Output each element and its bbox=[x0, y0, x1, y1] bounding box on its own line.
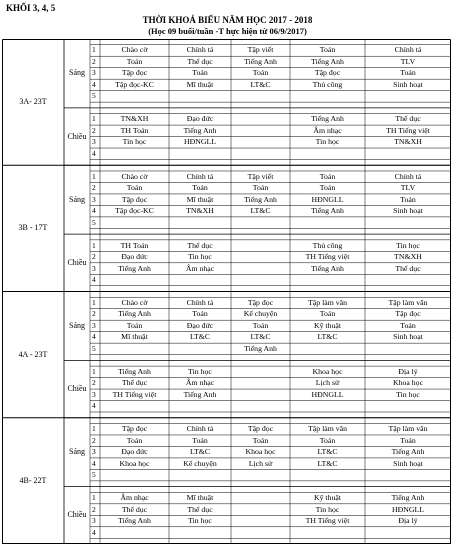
lesson-cell: Tin học bbox=[188, 366, 212, 376]
lesson-cell: Tiếng Anh bbox=[244, 56, 277, 66]
lesson-cell: LT&C bbox=[189, 447, 211, 457]
lesson-cell: Tập đọc bbox=[247, 297, 274, 307]
lesson-cell: Thể dục bbox=[121, 504, 148, 514]
session-label: Sáng bbox=[69, 194, 85, 204]
lesson-cell: Mĩ thuật bbox=[186, 493, 214, 503]
lesson-cell: Thủ công bbox=[312, 79, 343, 89]
lesson-cell: HĐNGLL bbox=[311, 389, 344, 399]
lesson-cell: Tập đọc bbox=[314, 68, 341, 78]
lesson-cell: Kỹ thuật bbox=[313, 320, 342, 330]
lesson-cell: Tiếng Anh bbox=[183, 389, 217, 399]
period-number: 4 bbox=[92, 79, 96, 89]
lesson-cell: Tiếng Anh bbox=[311, 263, 344, 273]
period-number: 3 bbox=[92, 447, 96, 457]
lesson-cell: TLV bbox=[400, 183, 416, 193]
lesson-cell: Địa lý bbox=[398, 516, 418, 526]
lesson-cell: Toán bbox=[252, 435, 269, 445]
lesson-cell: Chào cờ bbox=[121, 45, 148, 55]
session-label: Chiều bbox=[67, 384, 87, 394]
lesson-cell: Tập viết bbox=[247, 45, 274, 55]
period-number: 2 bbox=[92, 56, 96, 66]
period-number: 4 bbox=[92, 458, 96, 468]
lesson-cell: TH Toán bbox=[120, 240, 149, 250]
period-number: 4 bbox=[92, 148, 96, 158]
lesson-cell: Chính tả bbox=[186, 45, 214, 55]
lesson-cell: Toán bbox=[400, 320, 416, 330]
lesson-cell: Tập viết bbox=[247, 171, 274, 181]
lesson-cell: Mĩ thuật bbox=[186, 194, 214, 204]
lesson-cell: Kể chuyện bbox=[243, 309, 278, 319]
lesson-cell: Toán bbox=[192, 183, 208, 193]
lesson-cell: Thể dục bbox=[187, 240, 213, 250]
lesson-cell: Tập đọc bbox=[121, 194, 148, 204]
period-number: 3 bbox=[92, 137, 96, 147]
lesson-cell: TN&XH bbox=[186, 206, 214, 216]
lesson-cell: TH Tiếng việt bbox=[305, 516, 350, 526]
lesson-cell: Toán bbox=[319, 309, 336, 319]
lesson-cell: Toán bbox=[400, 435, 416, 445]
class-name: 3A- 23T bbox=[19, 97, 47, 107]
lesson-cell: Thể dục bbox=[121, 378, 148, 388]
lesson-cell: LT&C bbox=[250, 79, 271, 89]
period-number: 3 bbox=[92, 68, 96, 78]
lesson-cell: Âm nhạc bbox=[120, 493, 149, 503]
lesson-cell: Sinh hoạt bbox=[393, 79, 423, 89]
lesson-cell: Đạo đức bbox=[121, 252, 148, 262]
lesson-cell: Tin học bbox=[315, 137, 340, 147]
lesson-cell: Tiếng Anh bbox=[391, 447, 425, 457]
lesson-cell: Tập làm văn bbox=[308, 424, 347, 434]
class-name: 3B - 17T bbox=[18, 223, 48, 233]
lesson-cell: Tập làm văn bbox=[388, 424, 428, 434]
period-number: 1 bbox=[92, 424, 96, 434]
lesson-cell: Sinh hoạt bbox=[393, 206, 423, 216]
class-name: 4A - 23T bbox=[18, 349, 48, 359]
lesson-cell: Toán bbox=[319, 171, 336, 181]
lesson-cell: LT&C bbox=[317, 458, 338, 468]
lesson-cell: Khoa học bbox=[392, 378, 424, 388]
lesson-cell: Mĩ thuật bbox=[121, 332, 148, 342]
lesson-cell: Tin học bbox=[188, 252, 212, 262]
lesson-cell: Chính tả bbox=[394, 45, 422, 55]
lesson-cell: Toán bbox=[126, 320, 143, 330]
lesson-cell: Tiếng Anh bbox=[311, 206, 344, 216]
period-number: 1 bbox=[92, 297, 96, 307]
lesson-cell: Tiếng Anh bbox=[118, 263, 151, 273]
period-number: 5 bbox=[92, 217, 96, 227]
lesson-cell: Tập đọc-KC bbox=[115, 206, 154, 216]
lesson-cell: Tập đọc bbox=[121, 424, 148, 434]
period-number: 1 bbox=[92, 366, 96, 376]
lesson-cell: LT&C bbox=[317, 447, 338, 457]
lesson-cell: Tiếng Anh bbox=[311, 114, 344, 124]
lesson-cell: Kể chuyện bbox=[183, 458, 217, 468]
lesson-cell: HĐNGLL bbox=[311, 194, 344, 204]
period-number: 2 bbox=[92, 504, 96, 514]
lesson-cell: Tập đọc bbox=[121, 68, 148, 78]
period-number: 2 bbox=[92, 252, 96, 262]
lesson-cell: Tập đọc bbox=[395, 309, 421, 319]
lesson-cell: Chính tả bbox=[186, 171, 214, 181]
lesson-cell: Tập làm văn bbox=[308, 297, 347, 307]
lesson-cell: Toán bbox=[192, 435, 208, 445]
session-label: Chiều bbox=[67, 257, 87, 267]
lesson-cell: Lịch sử bbox=[315, 378, 340, 388]
lesson-cell: Toán bbox=[252, 68, 269, 78]
lesson-cell: Tiếng Anh bbox=[183, 125, 217, 135]
lesson-cell: TN&XH bbox=[394, 137, 422, 147]
period-number: 5 bbox=[92, 470, 96, 480]
session-label: Chiều bbox=[67, 131, 87, 141]
session-label: Sáng bbox=[69, 447, 85, 457]
grade-label: KHỐI 3, 4, 5 bbox=[6, 3, 56, 13]
period-number: 2 bbox=[92, 183, 96, 193]
period-number: 4 bbox=[92, 275, 96, 285]
page-subtitle: (Học 09 buổi/tuần -T hực hiện từ 06/9/2017) bbox=[148, 26, 307, 36]
period-number: 1 bbox=[92, 493, 96, 503]
period-number: 3 bbox=[92, 320, 96, 330]
lesson-cell: Tiếng Anh bbox=[244, 194, 277, 204]
lesson-cell: Tin học bbox=[188, 516, 212, 526]
period-number: 3 bbox=[92, 389, 96, 399]
lesson-cell: Toán bbox=[126, 435, 143, 445]
period-number: 1 bbox=[92, 171, 96, 181]
lesson-cell: TH Tiếng việt bbox=[305, 252, 350, 262]
session-label: Sáng bbox=[69, 320, 85, 330]
period-number: 2 bbox=[92, 378, 96, 388]
lesson-cell: Sinh hoạt bbox=[393, 332, 423, 342]
lesson-cell: Thủ công bbox=[312, 240, 343, 250]
page-title: THỜI KHOÁ BIỂU NĂM HỌC 2017 - 2018 bbox=[142, 15, 313, 25]
lesson-cell: Đạo đức bbox=[186, 114, 214, 124]
lesson-cell: Địa lý bbox=[398, 366, 418, 376]
period-number: 3 bbox=[92, 194, 96, 204]
lesson-cell: TH Tiếng việt bbox=[112, 389, 157, 399]
lesson-cell: Tiếng Anh bbox=[311, 56, 344, 66]
period-number: 4 bbox=[92, 206, 96, 216]
lesson-cell: TH Tiếng việt bbox=[386, 125, 430, 135]
lesson-cell: LT&C bbox=[317, 332, 338, 342]
period-number: 2 bbox=[92, 435, 96, 445]
lesson-cell: Tin học bbox=[396, 389, 420, 399]
period-number: 2 bbox=[92, 125, 96, 135]
lesson-cell: Đạo đức bbox=[186, 320, 214, 330]
period-number: 5 bbox=[92, 91, 96, 101]
lesson-cell: Thể dục bbox=[395, 263, 421, 273]
lesson-cell: Toán bbox=[319, 435, 336, 445]
period-number: 4 bbox=[92, 401, 96, 411]
lesson-cell: Tập đọc-KC bbox=[115, 79, 154, 89]
lesson-cell: Khoa học bbox=[245, 447, 276, 457]
lesson-cell: Lịch sử bbox=[248, 458, 273, 468]
lesson-cell: Chào cờ bbox=[121, 297, 148, 307]
class-name: 4B- 22T bbox=[19, 475, 47, 485]
lesson-cell: TN&XH bbox=[120, 114, 149, 124]
session-label: Sáng bbox=[69, 68, 85, 78]
lesson-cell: Toán bbox=[400, 68, 416, 78]
lesson-cell: Âm nhạc bbox=[185, 263, 215, 273]
lesson-cell: Tiếng Anh bbox=[244, 343, 277, 353]
lesson-cell: HĐNGLL bbox=[391, 504, 425, 514]
lesson-cell: Mĩ thuật bbox=[186, 79, 214, 89]
period-number: 5 bbox=[92, 343, 96, 353]
lesson-cell: Thể dục bbox=[187, 504, 213, 514]
timetable-table bbox=[2, 39, 451, 544]
period-number: 4 bbox=[92, 332, 96, 342]
lesson-cell: Tin học bbox=[315, 504, 340, 514]
lesson-cell: TLV bbox=[400, 56, 416, 66]
period-number: 1 bbox=[92, 45, 96, 55]
lesson-cell: LT&C bbox=[250, 206, 271, 216]
period-number: 4 bbox=[92, 527, 96, 537]
lesson-cell: Thể dục bbox=[187, 56, 213, 66]
lesson-cell: Khoa học bbox=[119, 458, 150, 468]
lesson-cell: Âm nhạc bbox=[185, 378, 215, 388]
period-number: 3 bbox=[92, 516, 96, 526]
lesson-cell: Tiếng Anh bbox=[118, 366, 151, 376]
lesson-cell: Chính tả bbox=[394, 171, 422, 181]
lesson-cell: Tập đọc bbox=[247, 424, 274, 434]
lesson-cell: Toán bbox=[319, 45, 336, 55]
lesson-cell: Chào cờ bbox=[121, 171, 148, 181]
lesson-cell: Toán bbox=[126, 183, 143, 193]
lesson-cell: Sinh hoạt bbox=[393, 458, 423, 468]
lesson-cell: Tin học bbox=[122, 137, 147, 147]
period-number: 2 bbox=[92, 309, 96, 319]
period-number: 1 bbox=[92, 114, 96, 124]
lesson-cell: Toán bbox=[126, 56, 143, 66]
lesson-cell: Tiếng Anh bbox=[391, 493, 425, 503]
lesson-cell: Tiếng Anh bbox=[118, 309, 151, 319]
lesson-cell: TN&XH bbox=[394, 252, 422, 262]
lesson-cell: Tập làm văn bbox=[388, 297, 428, 307]
lesson-cell: Âm nhạc bbox=[313, 125, 342, 135]
lesson-cell: HĐNGLL bbox=[183, 137, 217, 147]
lesson-cell: LT&C bbox=[189, 332, 211, 342]
period-number: 3 bbox=[92, 263, 96, 273]
lesson-cell: Chính tả bbox=[186, 424, 214, 434]
lesson-cell: Toán bbox=[252, 183, 269, 193]
lesson-cell: Thể dục bbox=[395, 114, 421, 124]
lesson-cell: Toán bbox=[319, 183, 336, 193]
lesson-cell: TH Toán bbox=[120, 125, 149, 135]
lesson-cell: Chính tả bbox=[186, 297, 214, 307]
lesson-cell: LT&C bbox=[250, 332, 271, 342]
lesson-cell: Khoa học bbox=[312, 366, 343, 376]
lesson-cell: Toán bbox=[400, 194, 416, 204]
session-label: Chiều bbox=[67, 510, 87, 520]
lesson-cell: Toán bbox=[192, 68, 208, 78]
period-number: 1 bbox=[92, 240, 96, 250]
lesson-cell: Tin học bbox=[396, 240, 420, 250]
lesson-cell: Tiếng Anh bbox=[118, 516, 151, 526]
lesson-cell: Toán bbox=[192, 309, 208, 319]
lesson-cell: Kỹ thuật bbox=[313, 493, 342, 503]
lesson-cell: Đạo đức bbox=[121, 447, 148, 457]
lesson-cell: Toán bbox=[252, 320, 269, 330]
